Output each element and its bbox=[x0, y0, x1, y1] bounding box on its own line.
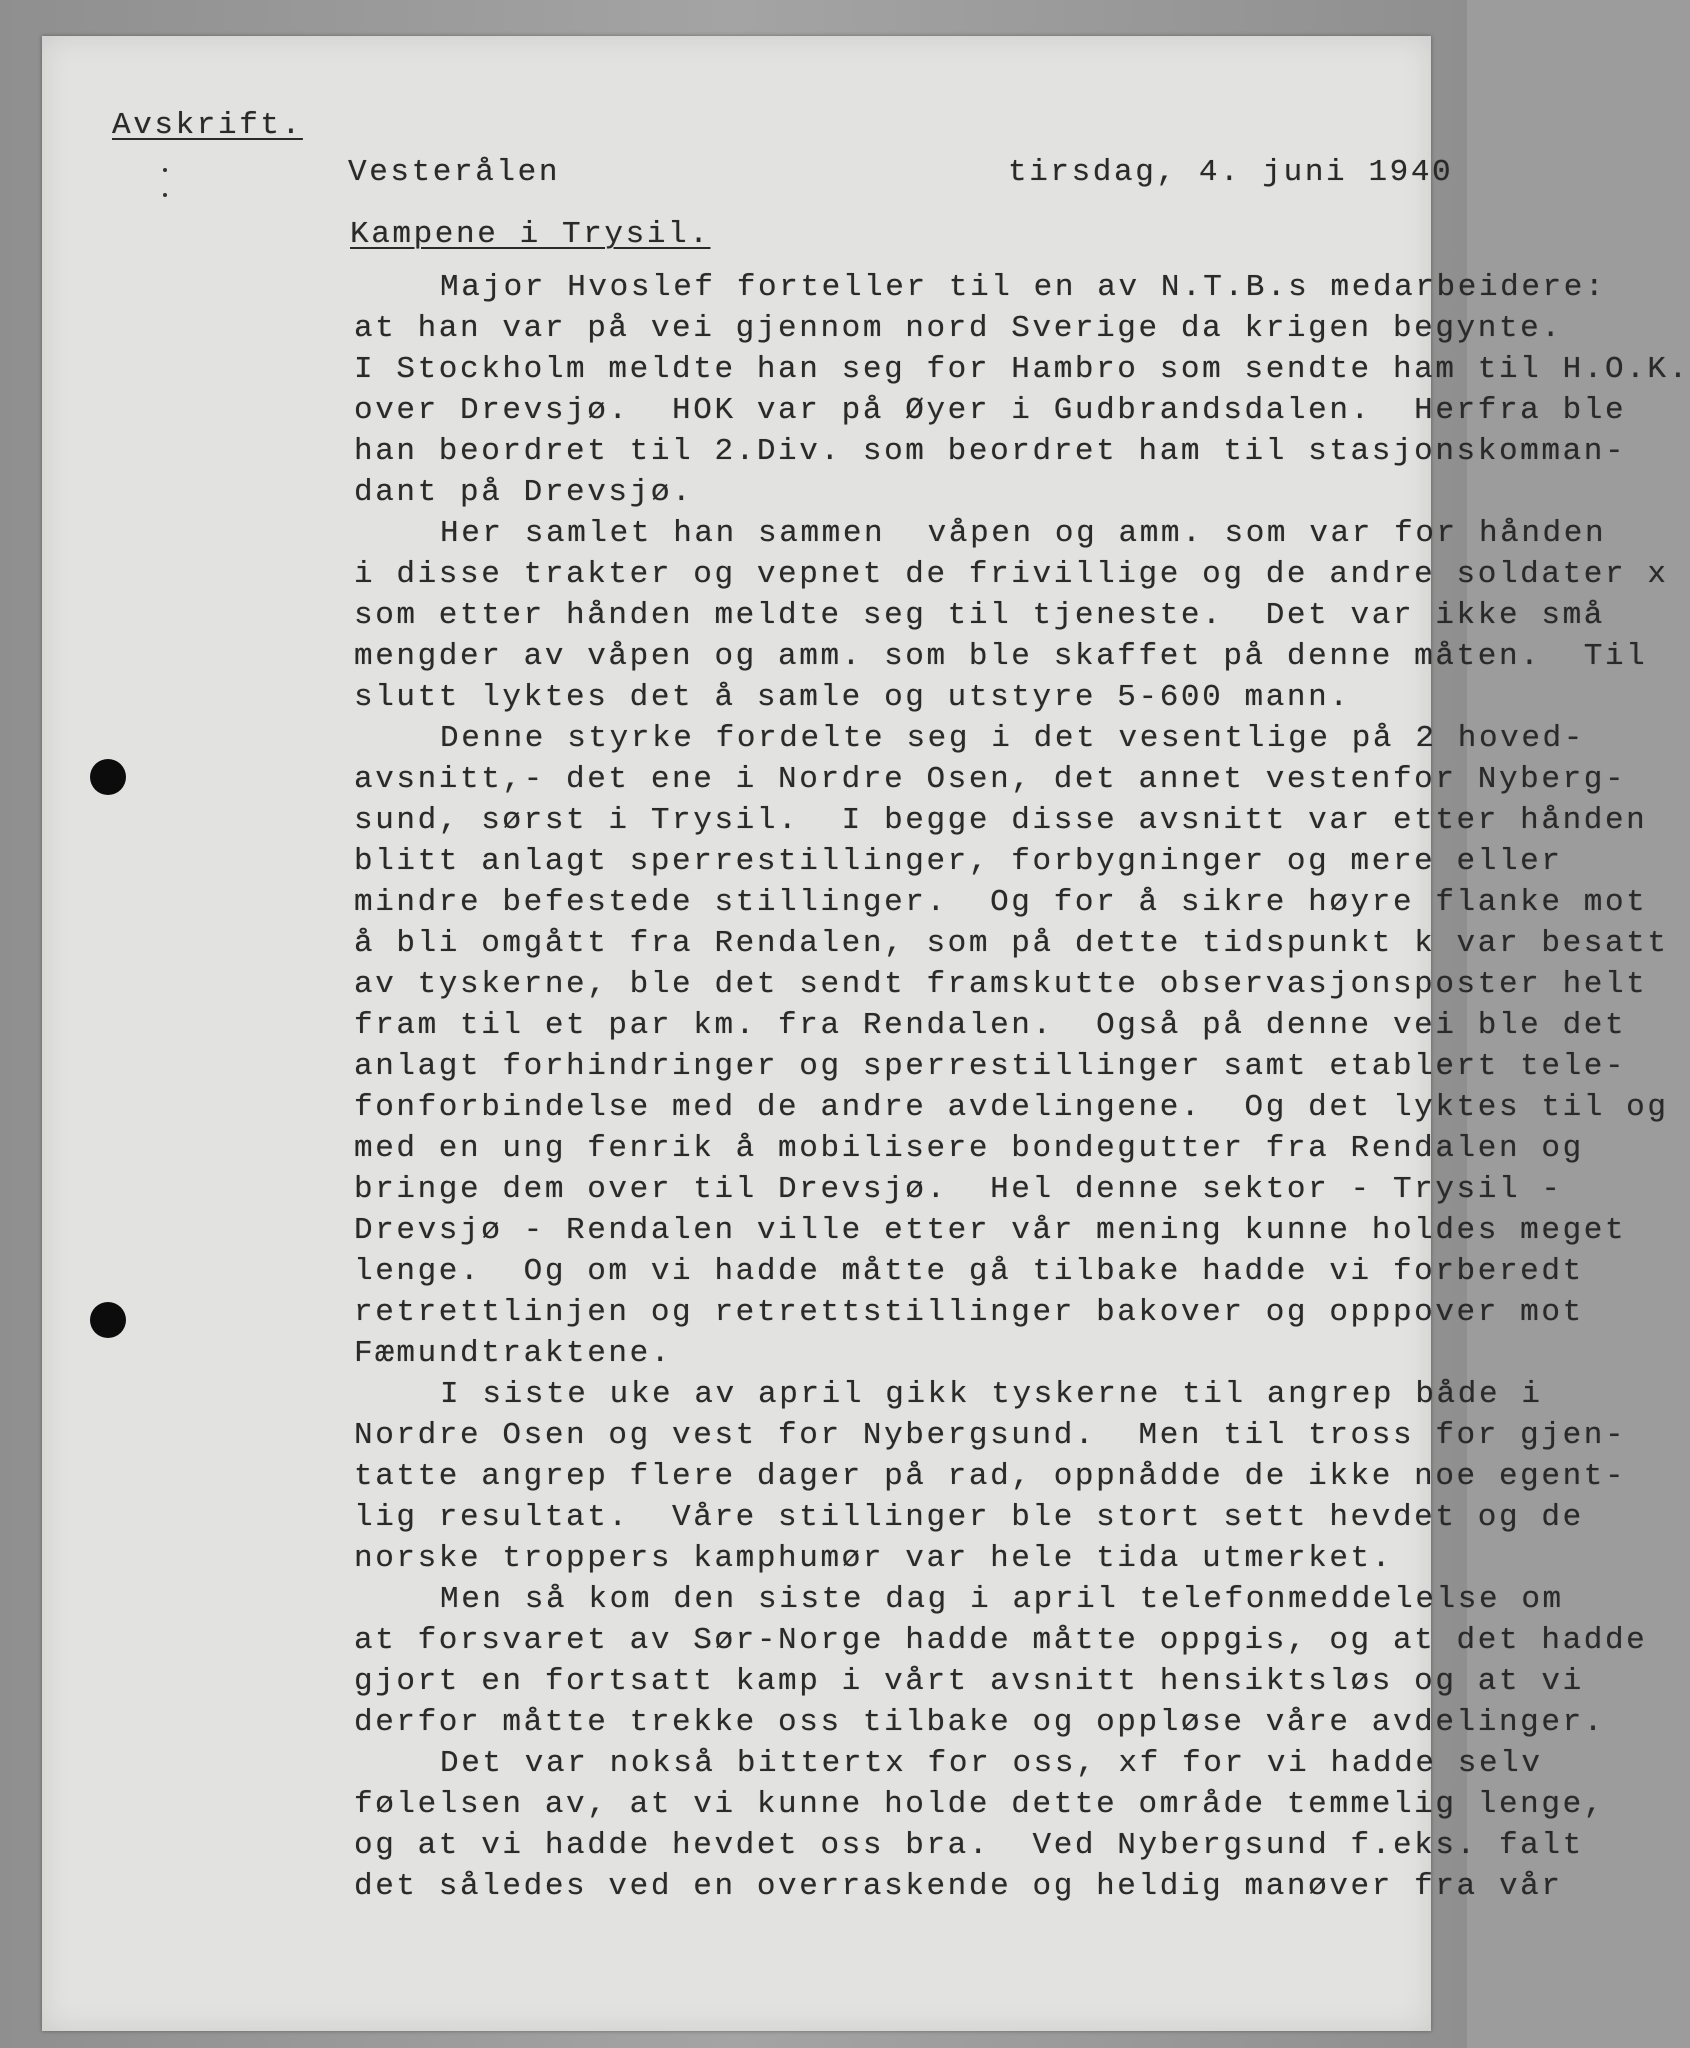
text-line: at han var på vei gjennom nord Sverige da krigen begynte. bbox=[354, 311, 1563, 346]
text-line: retrettlinjen og retrettstillinger bakover og opppover mot bbox=[354, 1295, 1584, 1330]
text-line: norske troppers kamphumør var hele tida utmerket. bbox=[354, 1541, 1393, 1576]
text-line: blitt anlagt sperrestillinger, forbygninger og mere eller bbox=[354, 844, 1563, 879]
text-line: at forsvaret av Sør-Norge hadde måtte oppgis, og at det hadde bbox=[354, 1623, 1648, 1658]
text-line: anlagt forhindringer og sperrestillinger samt etablert tele- bbox=[354, 1049, 1627, 1084]
text-line: og at vi hadde hevdet oss bra. Ved Nybergsund f.eks. falt bbox=[354, 1828, 1584, 1863]
text-line: med en ung fenrik å mobilisere bondegutter fra Rendalen og bbox=[354, 1131, 1584, 1166]
text-line: i disse trakter og vepnet de frivillige og de andre soldater x bbox=[354, 557, 1669, 592]
margin-mark bbox=[163, 193, 167, 197]
punch-hole-top bbox=[90, 759, 126, 795]
text-line: I Stockholm meldte han seg for Hambro som sendte ham til H.O.K. bbox=[354, 352, 1690, 387]
dateline-date: tirsdag, 4. juni 1940 bbox=[1008, 155, 1454, 190]
text-line: Denne styrke fordelte seg i det vesentlige på 2 hoved- bbox=[440, 721, 1585, 756]
text-line: gjort en fortsatt kamp i vårt avsnitt hensiktsløs og at vi bbox=[354, 1664, 1584, 1699]
text-line: han beordret til 2.Div. som beordret ham til stasjonskomman- bbox=[354, 434, 1627, 469]
text-line: derfor måtte trekke oss tilbake og oppløse våre avdelinger. bbox=[354, 1705, 1605, 1740]
text-line: Her samlet han sammen våpen og amm. som var for hånden bbox=[440, 516, 1607, 551]
text-line: som etter hånden meldte seg til tjeneste. Det var ikke små bbox=[354, 598, 1605, 633]
text-line: følelsen av, at vi kunne holde dette område temmelig lenge, bbox=[354, 1787, 1605, 1822]
text-line: I siste uke av april gikk tyskerne til angrep både i bbox=[440, 1377, 1543, 1412]
margin-mark bbox=[163, 168, 167, 172]
text-line: mengder av våpen og amm. som ble skaffet på denne måten. Til bbox=[354, 639, 1648, 674]
text-line: Nordre Osen og vest for Nybergsund. Men til tross for gjen- bbox=[354, 1418, 1627, 1453]
text-line: lenge. Og om vi hadde måtte gå tilbake hadde vi forberedt bbox=[354, 1254, 1584, 1289]
text-line: sund, sørst i Trysil. I begge disse avsnitt var etter hånden bbox=[354, 803, 1648, 838]
punch-hole-bottom bbox=[90, 1302, 126, 1338]
text-line: fonforbindelse med de andre avdelingene. Og det lyktes til og bbox=[354, 1090, 1669, 1125]
text-line: Major Hvoslef forteller til en av N.T.B.s medarbeidere: bbox=[440, 270, 1607, 305]
text-line: over Drevsjø. HOK var på Øyer i Gudbrandsdalen. Herfra ble bbox=[354, 393, 1627, 428]
document-label: Avskrift. bbox=[112, 108, 303, 143]
text-line: fram til et par km. fra Rendalen. Også på denne vei ble det bbox=[354, 1008, 1627, 1043]
text-line: Men så kom den siste dag i april telefonmeddelelse om bbox=[440, 1582, 1564, 1617]
text-line: det således ved en overraskende og heldig manøver fra vår bbox=[354, 1869, 1563, 1904]
text-line: Drevsjø - Rendalen ville etter vår mening kunne holdes meget bbox=[354, 1213, 1627, 1248]
text-line: bringe dem over til Drevsjø. Hel denne sektor - Trysil - bbox=[354, 1172, 1563, 1207]
text-line: Det var nokså bittertx for oss, xf for vi hadde selv bbox=[440, 1746, 1543, 1781]
text-line: avsnitt,- det ene i Nordre Osen, det annet vestenfor Nyberg- bbox=[354, 762, 1627, 797]
text-line: av tyskerne, ble det sendt framskutte observasjonsposter helt bbox=[354, 967, 1648, 1002]
text-line: slutt lyktes det å samle og utstyre 5-600 mann. bbox=[354, 680, 1351, 715]
document-heading: Kampene i Trysil. bbox=[350, 217, 711, 252]
text-line: å bli omgått fra Rendalen, som på dette tidspunkt k var besatt bbox=[354, 926, 1669, 961]
text-line: mindre befestede stillinger. Og for å sikre høyre flanke mot bbox=[354, 885, 1648, 920]
dateline-place: Vesterålen bbox=[348, 155, 561, 190]
text-line: lig resultat. Våre stillinger ble stort sett hevdet og de bbox=[354, 1500, 1584, 1535]
text-line: dant på Drevsjø. bbox=[354, 475, 694, 510]
text-line: tatte angrep flere dager på rad, oppnådde de ikke noe egent- bbox=[354, 1459, 1627, 1494]
text-line: Fæmundtraktene. bbox=[354, 1336, 673, 1371]
